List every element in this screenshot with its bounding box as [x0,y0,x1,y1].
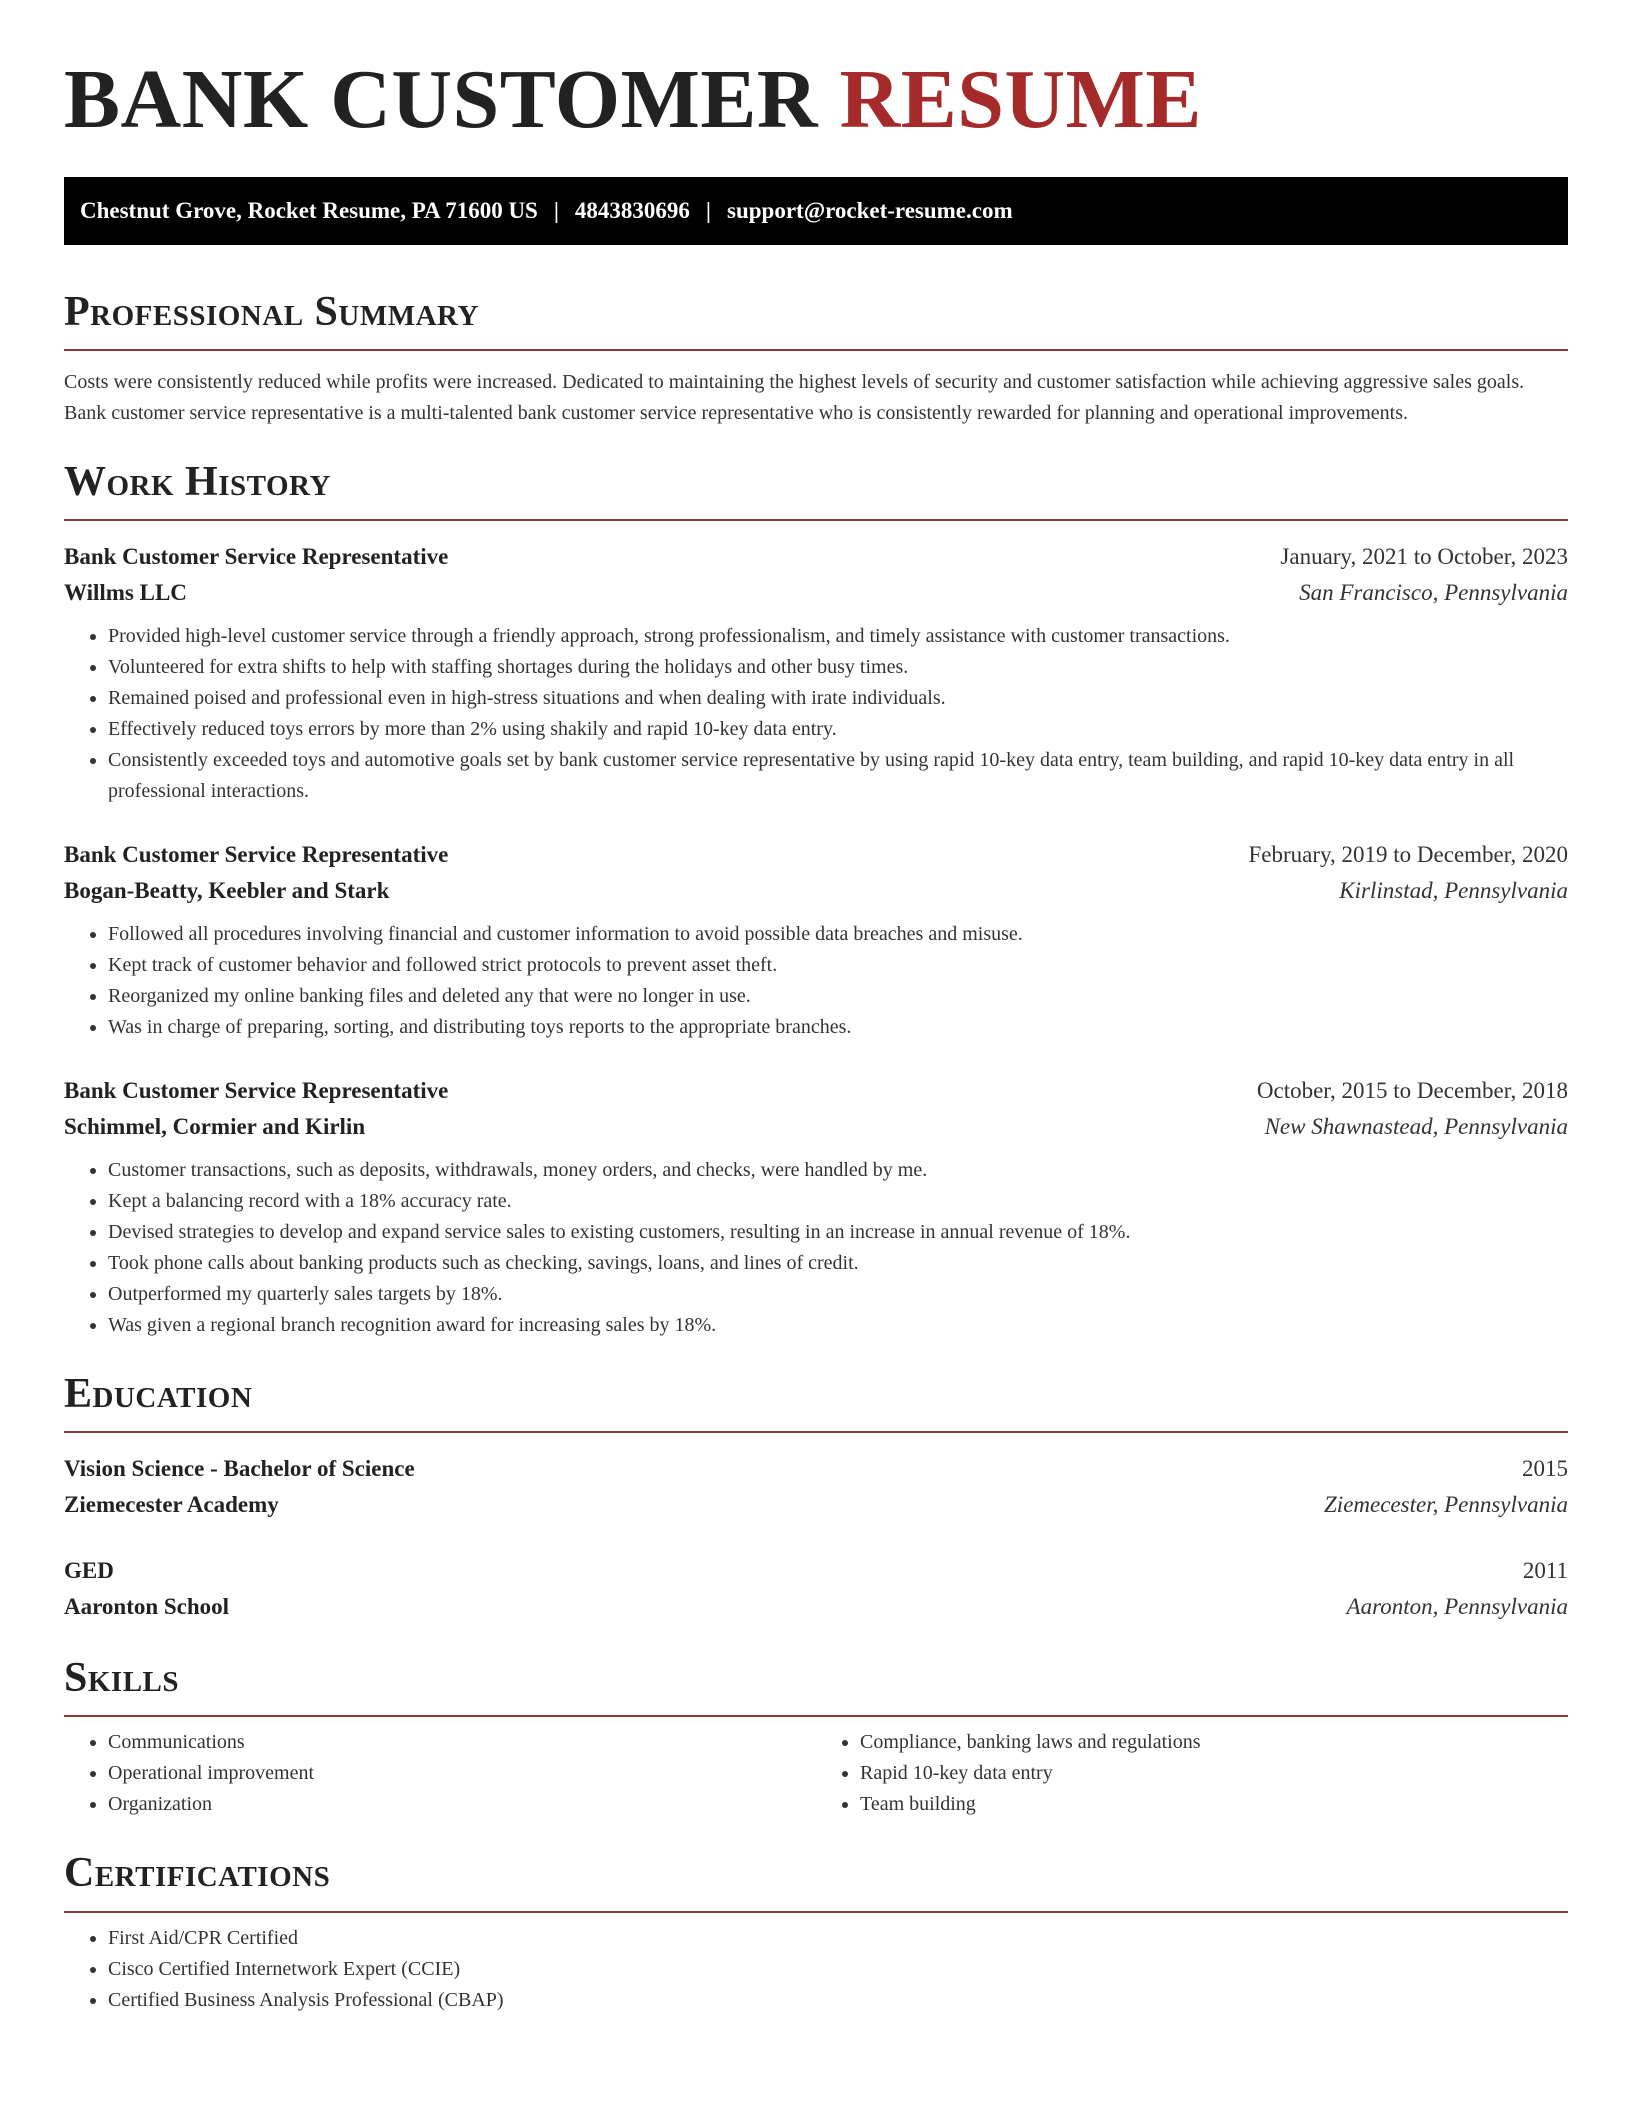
section-heading: Skills [64,1655,180,1702]
job-title-row [64,837,1568,873]
work-history-section [64,459,1568,1341]
resume-title [64,0,1568,149]
certification-item: • First Aid/CPR Certified [108,1923,1568,1954]
certification-item: • Certified Business Analysis Professional (CBAP) [108,1985,1568,2016]
job-bullet: • Kept track of customer behavior and followed strict protocols to prevent asset theft. [108,950,1568,981]
job-bullets [64,919,1568,1043]
job-company-row [64,873,1568,909]
contact-separator: | [705,197,711,223]
education-location: Ziemecester, Pennsylvania [1324,1492,1568,1518]
section-heading: Education [64,1370,253,1417]
section-divider [64,1431,1568,1433]
education-school: Ziemecester Academy [64,1492,279,1518]
job-location: San Francisco, Pennsylvania [1299,579,1568,605]
section-heading: Certifications [64,1850,331,1897]
summary-section [64,289,1568,429]
job-company: Bogan-Beatty, Keebler and Stark [64,877,390,903]
section-divider [64,349,1568,351]
job-bullets [64,1155,1568,1341]
section-heading: Professional Summary [64,288,479,335]
education-degree: Vision Science - Bachelor of Science [64,1456,415,1482]
job-bullet: • Was in charge of preparing, sorting, and distributing toys reports to the appropriate branches. [108,1012,1568,1043]
job-title: Bank Customer Service Representative [64,1077,449,1103]
skill-item: • Operational improvement [108,1758,816,1789]
education-year: 2011 [1522,1558,1568,1584]
job-title: Bank Customer Service Representative [64,543,449,569]
job-bullet: • Reorganized my online banking files and deleted any that were no longer in use. [108,981,1568,1012]
education-degree-row [64,1553,1568,1589]
title-main: BANK CUSTOMER [64,53,819,146]
skills-list-right [816,1727,1568,1820]
job-bullet: • Effectively reduced toys errors by more than 2% using shakily and rapid 10-key data entry. [108,714,1568,745]
skills-section [64,1655,1568,1820]
education-section [64,1371,1568,1625]
education-location: Aaronton, Pennsylvania [1346,1594,1568,1620]
job-entry [64,539,1568,807]
job-bullet: • Customer transactions, such as deposits, withdrawals, money orders, and checks, were handled by me. [108,1155,1568,1186]
job-entry [64,837,1568,1043]
job-bullet: • Volunteered for extra shifts to help with staffing shortages during the holidays and other busy times. [108,652,1568,683]
skills-columns [64,1727,1568,1820]
job-company-row [64,575,1568,611]
education-school-row [64,1487,1568,1523]
education-school-row [64,1589,1568,1625]
contact-bar [64,177,1568,245]
education-school: Aaronton School [64,1594,230,1620]
job-bullet: • Outperformed my quarterly sales targets by 18%. [108,1279,1568,1310]
job-title: Bank Customer Service Representative [64,841,449,867]
job-bullet: • Remained poised and professional even in high-stress situations and when dealing with irate individuals. [108,683,1568,714]
job-dates: January, 2021 to October, 2023 [1280,543,1568,569]
job-entry [64,1073,1568,1341]
job-location: New Shawnastead, Pennsylvania [1264,1113,1568,1139]
contact-email[interactable]: support@rocket-resume.com [727,197,1013,223]
job-title-row [64,1073,1568,1109]
section-heading: Work History [64,458,331,505]
education-degree: GED [64,1558,114,1584]
skill-item: • Organization [108,1789,816,1820]
contact-separator: | [553,197,559,223]
job-company: Willms LLC [64,579,187,605]
certifications-list [64,1923,1568,2016]
job-title-row [64,539,1568,575]
job-bullet: • Kept a balancing record with a 18% accuracy rate. [108,1186,1568,1217]
job-dates: February, 2019 to December, 2020 [1248,841,1568,867]
summary-text: Costs were consistently reduced while profits were increased. Dedicated to maintaining the highest levels of security and customer satisfaction while achieving aggressive sales goals. Bank customer service representative is a multi-talented bank customer service representative who is consistently rewarded for planning and operational improvements. [64,370,1525,424]
skill-item: • Rapid 10-key data entry [860,1758,1568,1789]
skills-list-left [64,1727,816,1820]
job-bullets [64,621,1568,807]
title-accent: RESUME [839,53,1202,146]
job-location: Kirlinstad, Pennsylvania [1339,877,1568,903]
contact-address: Chestnut Grove, Rocket Resume, PA 71600 US [80,197,538,223]
section-divider [64,1911,1568,1913]
education-degree-row [64,1451,1568,1487]
job-bullet: • Consistently exceeded toys and automotive goals set by bank customer service representative by using rapid 10-key data entry, team building, and rapid 10-key data entry in all professional interactions. [108,745,1568,807]
skill-item: • Team building [860,1789,1568,1820]
skill-item: • Communications [108,1727,816,1758]
job-bullet: • Was given a regional branch recognition award for increasing sales by 18%. [108,1310,1568,1341]
job-bullet: • Took phone calls about banking products such as checking, savings, loans, and lines of credit. [108,1248,1568,1279]
section-divider [64,1715,1568,1717]
education-entry [64,1553,1568,1625]
education-entry [64,1451,1568,1523]
job-company-row [64,1109,1568,1145]
skill-item: • Compliance, banking laws and regulations [860,1727,1568,1758]
contact-phone[interactable]: 4843830696 [574,197,690,223]
job-bullet: • Followed all procedures involving financial and customer information to avoid possible data breaches and misuse. [108,919,1568,950]
job-dates: October, 2015 to December, 2018 [1256,1077,1568,1103]
job-bullet: • Provided high-level customer service through a friendly approach, strong professionalism, and timely assistance with customer transactions. [108,621,1568,652]
section-divider [64,519,1568,521]
education-year: 2015 [1522,1456,1568,1482]
job-company: Schimmel, Cormier and Kirlin [64,1113,366,1139]
certifications-section [64,1850,1568,2015]
job-bullet: • Devised strategies to develop and expand service sales to existing customers, resulting in an increase in annual revenue of 18%. [108,1217,1568,1248]
certification-item: • Cisco Certified Internetwork Expert (CCIE) [108,1954,1568,1985]
